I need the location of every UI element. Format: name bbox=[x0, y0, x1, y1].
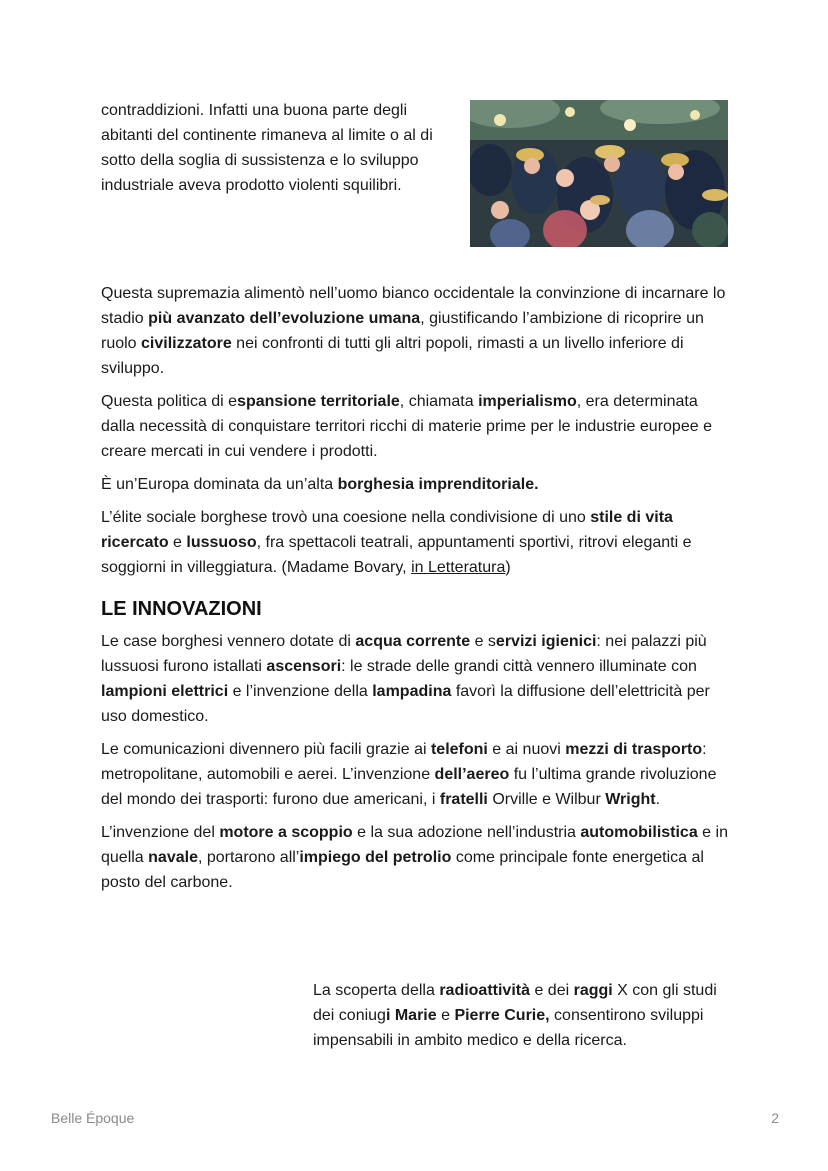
paragraph-imperialism: Questa politica di espansione territoriale, chiamata imperialismo, era determinata dalla necessità di conquistare territori ricchi di materie prime per le industrie europee e creare mercati in cui vendere i prodotti. bbox=[101, 393, 712, 460]
main-text bbox=[101, 281, 731, 903]
paragraph-bourgeoisie: È un’Europa dominata da un’alta borghesia imprenditoriale. bbox=[101, 476, 539, 493]
paragraph-elite: L’élite sociale borghese trovò una coesione nella condivisione di uno stile di vita ricercato e lussuoso, fra spettacoli teatrali, appuntamenti sportivi, ritrovi eleganti e soggiorni in villeggiatura. (Madame Bovary, in Letteratura) bbox=[101, 509, 692, 576]
paragraph-radioactivity: La scoperta della radioattività e dei raggi X con gli studi dei coniugi Marie e Pierre Curie, consentirono sviluppi impensabili in ambito medico e della ricerca. bbox=[313, 982, 717, 1049]
paragraph-houses: Le case borghesi vennero dotate di acqua corrente e servizi igienici: nei palazzi più lussuosi furono istallati ascensori: le strade delle grandi città vennero illuminate con lampioni elettrici e l’invenzione della lampadina favorì la diffusione dell’elettricità per uso domestico. bbox=[101, 633, 710, 725]
paragraph-communications: Le comunicazioni divennero più facili grazie ai telefoni e ai nuovi mezzi di trasporto: metropolitane, automobili e aerei. L’invenzione dell’aereo fu l’ultima grande rivoluzione del mondo dei trasporti: furono due americani, i fratelli Orville e Wilbur Wright. bbox=[101, 741, 717, 808]
section-heading: LE INNOVAZIONI bbox=[101, 598, 262, 620]
footer-title: Belle Époque bbox=[51, 1110, 135, 1126]
paragraph-supremacy: Questa supremazia alimentò nell’uomo bianco occidentale la convinzione di incarnare lo stadio più avanzato dell’evoluzione umana, giustificando l’ambizione di ricoprire un ruolo civilizzatore nei confronti di tutti gli altri popoli, rimasti a un livello inferiore di sviluppo. bbox=[101, 285, 726, 377]
painting-image bbox=[470, 100, 728, 247]
page-number: 2 bbox=[771, 1110, 779, 1126]
paragraph-engine: L’invenzione del motore a scoppio e la sua adozione nell’industria automobilistica e in quella navale, portarono all’impiego del petrolio come principale fonte energetica al posto del carbone. bbox=[101, 824, 728, 891]
intro-paragraph: contraddizioni. Infatti una buona parte degli abitanti del continente rimaneva al limite o al di sotto della soglia di sussistenza e lo sviluppo industriale aveva prodotto violenti squilibri. bbox=[101, 102, 433, 194]
letteratura-link[interactable]: in Letteratura bbox=[411, 559, 506, 576]
